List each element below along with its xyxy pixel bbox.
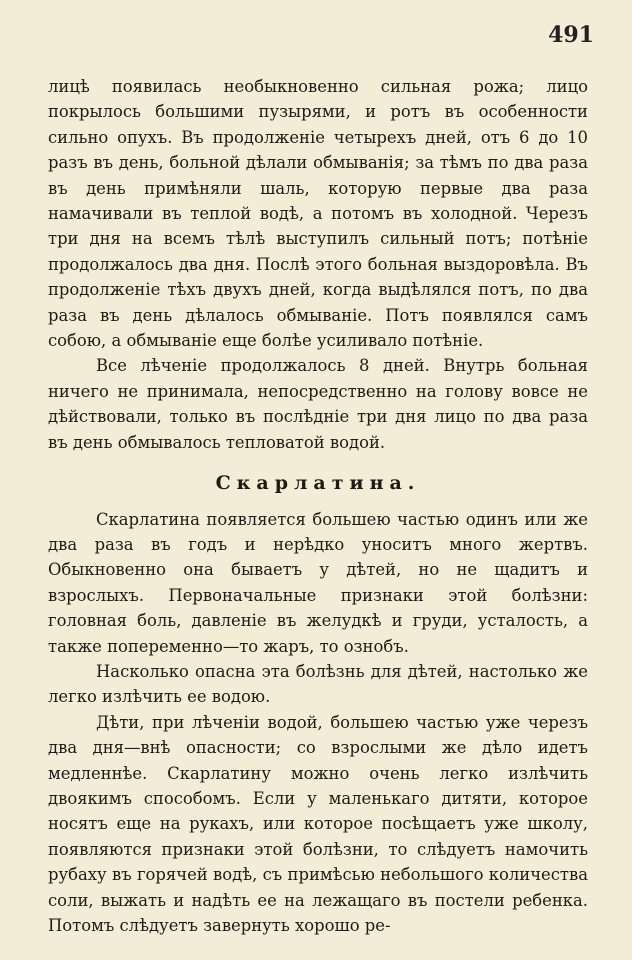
paragraph: Все лѣченіе продолжалось 8 дней. Внутрь больная ничего не принимала, непосредственно на голову вовсе не дѣйствовали, только въ послѣдніе три дня лицо по два раза въ день обмывалось тепловатой водой. bbox=[48, 356, 588, 452]
paragraph: Дѣти, при лѣченіи водой, большею частью уже черезъ два дня—внѣ опасности; со взрослыми же дѣло идетъ медленнѣе. Скарлатину можно очень легко излѣчить двоякимъ способомъ. Если у маленькаго дитяти, которое носятъ еще на рукахъ, или которое посѣщаетъ уже школу, появляются признаки этой болѣзни, то слѣдуетъ намочить рубаху въ горячей водѣ, съ примѣсью небольшого количества соли, выжать и надѣть ее на лежащаго въ постели ребенка. Потомъ слѣдуетъ завернуть хорошо ре- bbox=[48, 712, 588, 935]
page-number: 491 bbox=[548, 22, 594, 48]
section-heading: Скарлатина. bbox=[215, 472, 421, 495]
page-body bbox=[48, 74, 588, 938]
paragraph: Насколько опасна эта болѣзнь для дѣтей, настолько же легко излѣчить ее водою. bbox=[48, 661, 588, 707]
paragraph: лицѣ появилась необыкновенно сильная рожа; лицо покрылось большими пузырями, и ротъ въ особенности сильно опухъ. Въ продолженіе четырехъ дней, отъ 6 до 10 разъ въ день, больной дѣлали обмыванія; за тѣмъ по два раза въ день примѣняли шаль, которую первые два раза намачивали въ теплой водѣ, а потомъ въ холодной. Черезъ три дня на всемъ тѣлѣ выступилъ сильный потъ; потѣніе продолжалось два дня. Послѣ этого больная выздоровѣла. Въ продолженіе тѣхъ двухъ дней, когда выдѣлялся потъ, по два раза въ день дѣлалось обмываніе. Потъ появлялся самъ собою, а обмываніе еще болѣе усиливало потѣніе. bbox=[48, 77, 588, 351]
paragraph: Скарлатина появляется большею частью одинъ или же два раза въ годъ и нерѣдко уноситъ много жертвъ. Обыкновенно она бываетъ у дѣтей, но не щадитъ и взрослыхъ. Первоначальные признаки этой болѣзни: головная боль, давленіе въ желудкѣ и груди, усталость, а также попеременно—то жаръ, то ознобъ. bbox=[48, 509, 588, 656]
